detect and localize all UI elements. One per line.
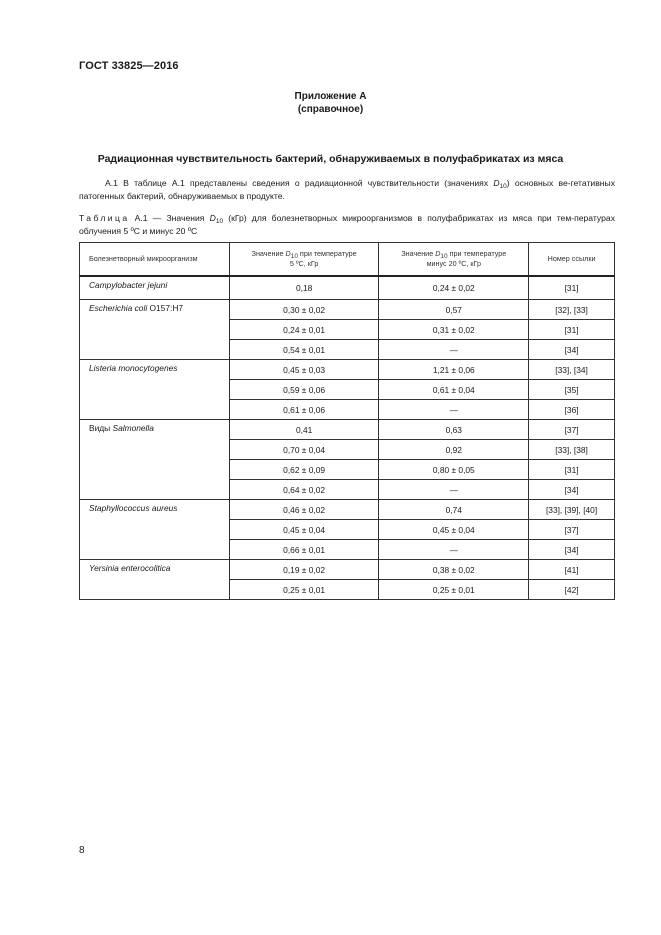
value-5c-cell: 0,24 ± 0,01 [229, 320, 379, 340]
organism-species: Staphyllococcus aureus [89, 503, 178, 513]
value-minus20c-cell: 0,57 [379, 300, 529, 320]
reference-cell: [31] [529, 460, 615, 480]
header-value-minus20c [379, 243, 529, 277]
organism-prefix: Виды [89, 423, 113, 433]
value-5c-cell: 0,64 ± 0,02 [229, 480, 379, 500]
value-5c-cell: 0,19 ± 0,02 [229, 560, 379, 580]
page-number: 8 [79, 845, 85, 856]
reference-cell: [36] [529, 400, 615, 420]
organism-species: Yersinia enterocolitica [89, 563, 171, 573]
organism-species: Listeria monocytogenes [89, 363, 178, 373]
table-row [80, 276, 615, 300]
header-20c-sub: 10 [440, 253, 448, 260]
value-5c-cell: 0,41 [229, 420, 379, 440]
appendix-subtitle: (справочное) [297, 104, 364, 115]
header-5c-sub: 10 [290, 253, 298, 260]
intro-prefix: А.1 В таблице А.1 представлены сведения о радиационной чувствительности (значениях [105, 178, 494, 188]
reference-cell: [41] [529, 560, 615, 580]
value-minus20c-cell: 0,45 ± 0,04 [379, 520, 529, 540]
value-5c-cell: 0,18 [229, 276, 379, 300]
table-row [80, 420, 615, 440]
reference-cell: [31] [529, 276, 615, 300]
value-minus20c-cell: 0,63 [379, 420, 529, 440]
header-5c-symbol: D [285, 249, 291, 258]
value-5c-cell: 0,54 ± 0,01 [229, 340, 379, 360]
appendix-title: Приложение А [294, 91, 367, 102]
value-minus20c-cell: 0,92 [379, 440, 529, 460]
document-standard-number: ГОСТ 33825—2016 [79, 60, 179, 72]
value-minus20c-cell: — [379, 400, 529, 420]
reference-cell: [33], [39], [40] [529, 500, 615, 520]
header-20c-text-b: при температуре [447, 249, 507, 258]
organism-name-cell [80, 420, 230, 500]
reference-cell: [33], [38] [529, 440, 615, 460]
value-minus20c-cell: 0,61 ± 0,04 [379, 380, 529, 400]
table-row [80, 560, 615, 580]
value-minus20c-cell: — [379, 340, 529, 360]
caption-text-a: — Значения [147, 213, 210, 223]
value-5c-cell: 0,46 ± 0,02 [229, 500, 379, 520]
value-minus20c-cell: 0,80 ± 0,05 [379, 460, 529, 480]
caption-label: Таблица [79, 213, 130, 223]
header-5c-text-c: 5 ºС, кГр [289, 259, 319, 268]
value-minus20c-cell: 0,24 ± 0,02 [379, 276, 529, 300]
organism-serotype: O157:H7 [147, 303, 184, 313]
header-20c-text-c: минус 20 ºС, кГр [426, 259, 482, 268]
value-minus20c-cell: 0,38 ± 0,02 [379, 560, 529, 580]
value-5c-cell: 0,70 ± 0,04 [229, 440, 379, 460]
header-organism: Болезнетворный микроорганизм [80, 243, 230, 277]
organism-name-cell [80, 300, 230, 360]
caption-symbol: D [209, 213, 216, 223]
header-20c-text-a: Значение [401, 249, 436, 258]
intro-symbol-sub: 10 [499, 183, 507, 190]
reference-cell: [34] [529, 340, 615, 360]
table-row [80, 500, 615, 520]
reference-cell: [32], [33] [529, 300, 615, 320]
table-body [80, 276, 615, 600]
value-minus20c-cell: 0,31 ± 0,02 [379, 320, 529, 340]
reference-cell: [35] [529, 380, 615, 400]
header-5c-text-a: Значение [251, 249, 286, 258]
value-5c-cell: 0,25 ± 0,01 [229, 580, 379, 600]
reference-cell: [31] [529, 320, 615, 340]
reference-cell: [33], [34] [529, 360, 615, 380]
value-5c-cell: 0,45 ± 0,03 [229, 360, 379, 380]
value-minus20c-cell: 0,25 ± 0,01 [379, 580, 529, 600]
value-5c-cell: 0,62 ± 0,09 [229, 460, 379, 480]
intro-paragraph [79, 177, 615, 203]
appendix-heading [0, 90, 661, 116]
value-minus20c-cell: 1,21 ± 0,06 [379, 360, 529, 380]
header-value-5c [229, 243, 379, 277]
header-5c-text-b: при температуре [297, 249, 357, 258]
value-5c-cell: 0,59 ± 0,06 [229, 380, 379, 400]
caption-text-b: (кГр) для болезнетворных микроорганизмов в полуфабрикатах из мяса при тем-пературах облучения 5 ºС и минус 20 ºС [79, 213, 615, 236]
organism-name-cell [80, 276, 230, 300]
table-row [80, 300, 615, 320]
intro-suffix: ) основных ве-гетативных патогенных бактерий, обнаруживаемых в продукте. [79, 178, 615, 201]
organism-name-cell [80, 500, 230, 560]
value-minus20c-cell: — [379, 540, 529, 560]
organism-name-cell [80, 360, 230, 420]
value-minus20c-cell: 0,74 [379, 500, 529, 520]
organism-species: Escherichia coli [89, 303, 148, 313]
section-title: Радиационная чувствительность бактерий, обнаруживаемых в полуфабрикатах из мяса [97, 153, 564, 165]
intro-symbol: D [493, 178, 500, 188]
value-5c-cell: 0,45 ± 0,04 [229, 520, 379, 540]
value-5c-cell: 0,61 ± 0,06 [229, 400, 379, 420]
header-20c-symbol: D [435, 249, 441, 258]
table-row [80, 360, 615, 380]
table-caption [79, 212, 615, 238]
value-5c-cell: 0,30 ± 0,02 [229, 300, 379, 320]
caption-number: А.1 [134, 213, 148, 223]
reference-cell: [37] [529, 520, 615, 540]
reference-cell: [37] [529, 420, 615, 440]
header-reference: Номер ссылки [529, 243, 615, 277]
reference-cell: [34] [529, 540, 615, 560]
organism-species: Salmonella [112, 423, 154, 433]
table-header-row [80, 243, 615, 277]
reference-cell: [42] [529, 580, 615, 600]
value-5c-cell: 0,66 ± 0,01 [229, 540, 379, 560]
d10-values-table [79, 242, 615, 600]
organism-species: Campylobacter jejuni [89, 280, 168, 290]
value-minus20c-cell: — [379, 480, 529, 500]
organism-name-cell [80, 560, 230, 600]
reference-cell: [34] [529, 480, 615, 500]
caption-symbol-sub: 10 [215, 218, 224, 225]
